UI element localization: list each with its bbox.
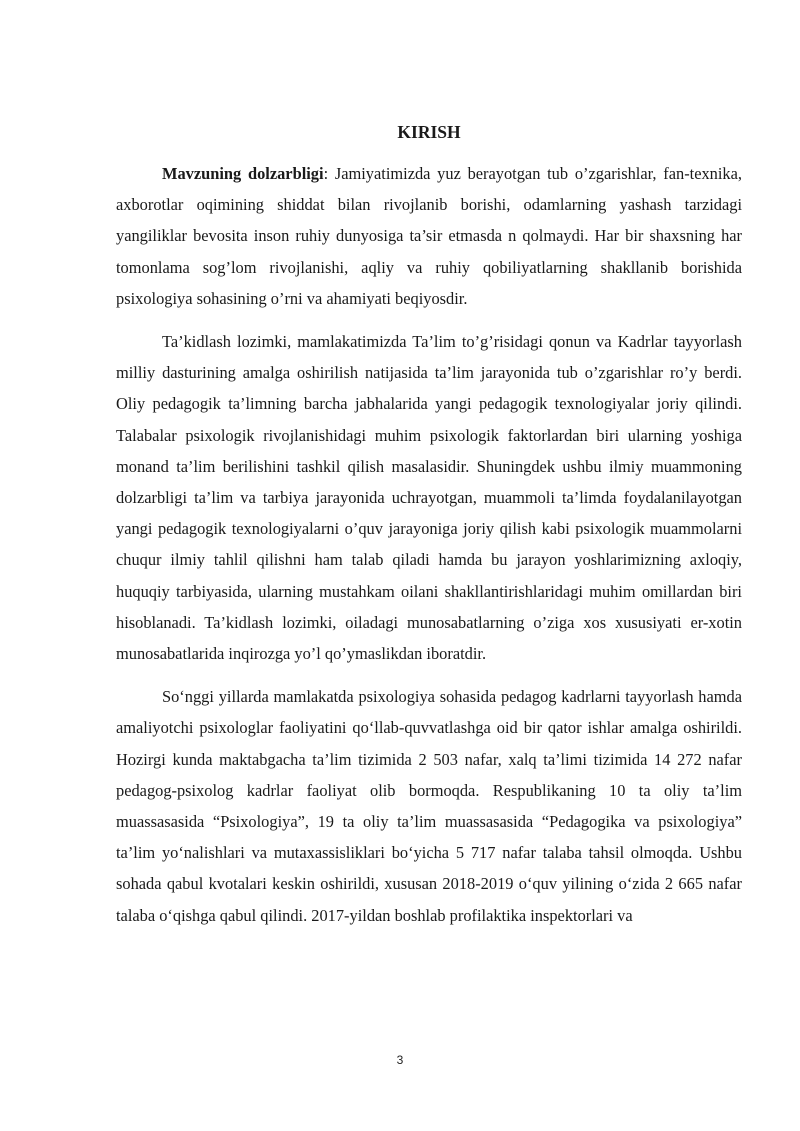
page-number: 3 bbox=[396, 1053, 404, 1067]
paragraph-lead: Mavzuning dolzarbligi bbox=[162, 164, 324, 183]
paragraph-text: : Jamiyatimizda yuz berayotgan tub o’zgarishlar, fan-texnika, axborotlar oqimining shiddat bilan rivojlanib borishi, odamlarning yashash tarzidagi yangiliklar bevosita inson ruhiy dunyosiga ta’sir etmasda n qolmaydi. Har bir shaxsning har tomonlama sog’lom rivojlanishi, aqliy va ruhiy qobiliyatlarning shakllanib borishida psixologiya sohasining o’rni va ahamiyati beqiyosdir. bbox=[116, 164, 742, 308]
paragraph-relevance bbox=[116, 158, 742, 314]
paragraph-recent-years: So‘nggi yillarda mamlakatda psixologiya sohasida pedagog kadrlarni tayyorlash hamda amaliyotchi psixologlar faoliyatini qo‘llab-quvvatlashga oid bir qator ishlar amalga oshirildi. Hozirgi kunda maktabgacha ta’lim tizimida 2 503 nafar, xalq ta’limi tizimida 14 272 nafar pedagog-psixolog kadrlar faoliyat olib bormoqda. Respublikaning 10 ta oliy ta’lim muassasasida “Psixologiya”, 19 ta oliy ta’lim muassasasida “Pedagogika va psixologiya” ta’lim yo‘nalishlari va mutaxassisliklari bo‘yicha 5 717 nafar talaba tahsil olmoqda. Ushbu sohada qabul kvotalari keskin oshirildi, xususan 2018-2019 o‘quv yilining o‘zida 2 665 nafar talaba o‘qishga qabul qilindi. 2017-yildan boshlab profilaktika inspektorlari va bbox=[116, 687, 742, 925]
section-title: KIRISH bbox=[397, 122, 461, 142]
page-content bbox=[116, 118, 742, 943]
paragraph-education-reform: Ta’kidlash lozimki, mamlakatimizda Ta’lim to’g’risidagi qonun va Kadrlar tayyorlash milliy dasturining amalga oshirilish natijasida ta’lim jarayonida tub o’zgarishlar ro’y berdi. Oliy pedagogik ta’limning barcha jabhalarida yangi pedagogik texnologiyalar joriy qilindi. Talabalar psixologik rivojlanishidagi muhim psixologik faktorlardan biri ularning yoshiga monand ta’lim berilishini tashkil qilish masalasidir. Shuningdek ushbu ilmiy muammoning dolzarbligi ta’lim va tarbiya jarayonida uchrayotgan, muammoli ta’limda foydalanilayotgan yangi pedagogik texnologiyalarni o’quv jarayoniga joriy qilish kabi psixologik muammolarni chuqur ilmiy tahlil qilishni ham talab qiladi hamda bu jarayon yoshlarimizning axloqiy, huquqiy tarbiyasida, ularning mustahkam oilani shakllantirishlaridagi muhim omillardan biri hisoblanadi. Ta’kidlash lozimki, oiladagi munosabatlarning o’ziga xos xususiyati er-xotin munosabatlarida inqirozga yo’l qo’ymaslikdan iboratdir. bbox=[116, 332, 742, 664]
